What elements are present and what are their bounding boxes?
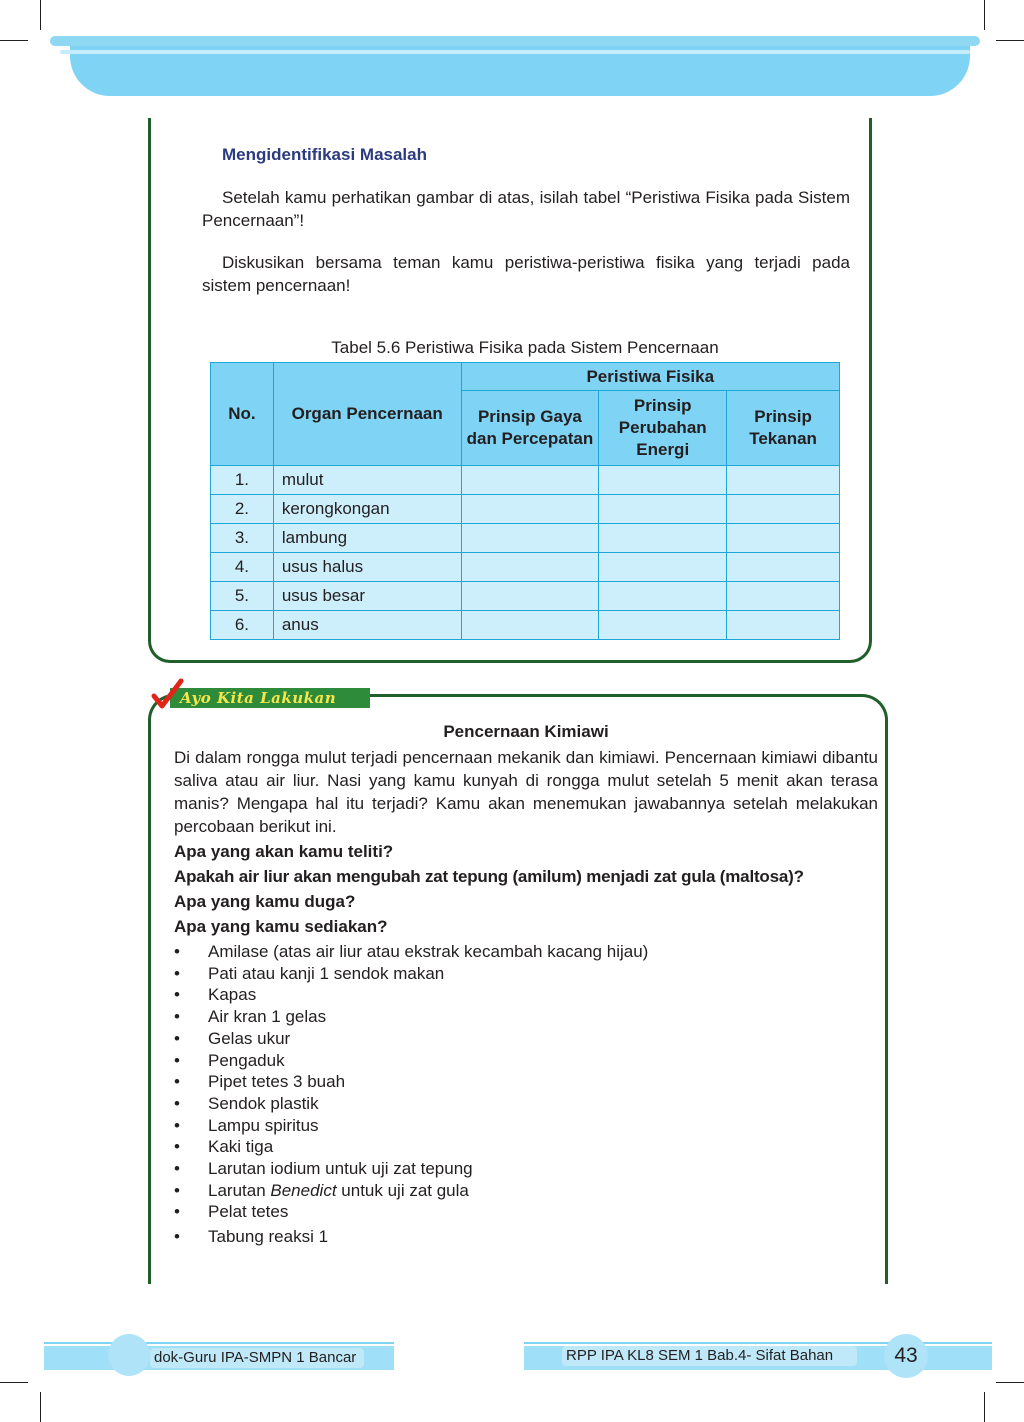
crop-mark	[996, 40, 1024, 41]
answer-cell[interactable]	[461, 466, 599, 495]
item-text: Kaki tiga	[208, 1137, 274, 1157]
crop-mark	[40, 1392, 41, 1422]
item-text-post: untuk uji zat gula	[336, 1180, 469, 1200]
list-item	[174, 1226, 648, 1248]
row-organ: kerongkongan	[273, 495, 461, 524]
activity-title: Pencernaan Kimiawi	[443, 722, 609, 741]
list-item	[174, 1006, 648, 1028]
answer-cell[interactable]	[599, 582, 727, 611]
table-row	[211, 582, 840, 611]
list-item	[174, 1028, 648, 1050]
item-text: Pati atau kanji 1 sendok makan	[208, 963, 445, 983]
crop-mark	[984, 1392, 985, 1422]
header-no: No.	[211, 363, 274, 466]
bullet: •	[174, 1202, 180, 1222]
table-row	[211, 611, 840, 640]
list-item	[174, 1158, 648, 1180]
instruction-text-1: Setelah kamu perhatikan gambar di atas, isilah tabel “Peristiwa Fisika pada Sistem Pencernaan”!	[202, 188, 850, 230]
bullet: •	[174, 1137, 180, 1157]
answer-cell[interactable]	[727, 524, 840, 553]
header-physics-events: Peristiwa Fisika	[461, 363, 839, 391]
footer-right-label: RPP IPA KL8 SEM 1 Bab.4- Sifat Bahan	[562, 1346, 857, 1366]
answer-cell[interactable]	[599, 553, 727, 582]
bullet: •	[174, 1180, 180, 1200]
item-text: Larutan iodium untuk uji zat tepung	[208, 1159, 473, 1179]
instruction-paragraph-2	[202, 251, 850, 297]
row-no: 2.	[211, 495, 274, 524]
item-text: Gelas ukur	[208, 1028, 291, 1048]
item-text: Air kran 1 gelas	[208, 1007, 327, 1027]
footer-line	[44, 1342, 394, 1344]
header-force-acceleration: Prinsip Gaya dan Percepatan	[461, 391, 599, 466]
list-item	[174, 1115, 648, 1137]
crop-mark	[0, 1382, 28, 1383]
answer-cell[interactable]	[727, 553, 840, 582]
physics-events-table	[210, 362, 840, 640]
list-item	[174, 1136, 648, 1158]
bullet: •	[174, 1050, 180, 1070]
row-organ: anus	[273, 611, 461, 640]
list-item	[174, 1180, 648, 1202]
bullet: •	[174, 1007, 180, 1027]
section-heading: Mengidentifikasi Masalah	[222, 145, 427, 164]
table-row	[211, 524, 840, 553]
list-item	[174, 963, 648, 985]
answer-cell[interactable]	[727, 466, 840, 495]
crop-mark	[0, 40, 28, 41]
row-no: 3.	[211, 524, 274, 553]
materials-list	[174, 941, 648, 1248]
bullet: •	[174, 942, 180, 961]
row-organ: usus besar	[273, 582, 461, 611]
activity-badge-label: Ayo Kita Lakukan	[180, 689, 337, 707]
bullet: •	[174, 963, 180, 983]
row-no: 6.	[211, 611, 274, 640]
item-text: Amilase (atas air liur atau ekstrak kecambah kacang hijau)	[208, 942, 649, 961]
bullet: •	[174, 1159, 180, 1179]
answer-cell[interactable]	[461, 553, 599, 582]
table-row	[211, 466, 840, 495]
answer-cell[interactable]	[599, 524, 727, 553]
activity-intro: Di dalam rongga mulut terjadi pencernaan mekanik dan kimiawi. Pencernaan kimiawi dibantu saliva atau air liur. Nasi yang kamu kunyah di rongga mulut setelah 5 menit akan terasa manis? Mengapa hal itu terjadi? Kamu akan menemukan jawabannya setelah melakukan percobaan berikut ini.	[174, 748, 878, 836]
row-no: 5.	[211, 582, 274, 611]
question-materials: Apa yang kamu sediakan?	[174, 917, 388, 936]
table-row	[211, 553, 840, 582]
row-organ: lambung	[273, 524, 461, 553]
header-pressure: Prinsip Tekanan	[727, 391, 840, 466]
list-item	[174, 1093, 648, 1115]
item-text: Lampu spiritus	[208, 1115, 319, 1135]
bullet: •	[174, 1227, 180, 1247]
item-text: Sendok plastik	[208, 1093, 319, 1113]
item-text-italic: Benedict	[270, 1180, 337, 1200]
table-caption: Tabel 5.6 Peristiwa Fisika pada Sistem Pencernaan	[331, 338, 719, 357]
item-text: Kapas	[208, 985, 257, 1005]
answer-cell[interactable]	[727, 611, 840, 640]
bullet: •	[174, 1115, 180, 1135]
bullet: •	[174, 1093, 180, 1113]
item-text-pre: Larutan	[208, 1180, 271, 1200]
answer-cell[interactable]	[461, 524, 599, 553]
item-text: Pelat tetes	[208, 1202, 289, 1222]
activity-badge	[170, 688, 370, 708]
table-row	[211, 495, 840, 524]
crop-mark	[40, 0, 41, 30]
question-research-answer: Apakah air liur akan mengubah zat tepung (amilum) menjadi zat gula (maltosa)?	[174, 867, 804, 886]
header-energy-change: Prinsip Perubahan Energi	[599, 391, 727, 466]
list-item	[174, 941, 648, 963]
answer-cell[interactable]	[461, 611, 599, 640]
footer-circle-left	[108, 1334, 150, 1376]
answer-cell[interactable]	[727, 495, 840, 524]
row-organ: usus halus	[273, 553, 461, 582]
checkmark-icon	[150, 678, 184, 712]
instruction-paragraph-1	[202, 186, 850, 232]
answer-cell[interactable]	[727, 582, 840, 611]
bullet: •	[174, 1072, 180, 1092]
item-text: Tabung reaksi 1	[208, 1227, 329, 1247]
row-organ: mulut	[273, 466, 461, 495]
list-item	[174, 1201, 648, 1223]
list-item	[174, 1050, 648, 1072]
answer-cell[interactable]	[461, 495, 599, 524]
header-band-top	[50, 36, 980, 46]
bullet: •	[174, 1028, 180, 1048]
item-text: Pipet tetes 3 buah	[208, 1072, 346, 1092]
answer-cell[interactable]	[461, 582, 599, 611]
header-organ: Organ Pencernaan	[273, 363, 461, 466]
crop-mark	[984, 0, 985, 30]
bullet: •	[174, 985, 180, 1005]
answer-cell[interactable]	[599, 495, 727, 524]
footer-left-label: dok-Guru IPA-SMPN 1 Bancar	[150, 1348, 364, 1368]
row-no: 4.	[211, 553, 274, 582]
answer-cell[interactable]	[599, 611, 727, 640]
question-hypothesis: Apa yang kamu duga?	[174, 892, 356, 911]
page-number: 43	[894, 1344, 918, 1367]
answer-cell[interactable]	[599, 466, 727, 495]
instruction-text-2: Diskusikan bersama teman kamu peristiwa-peristiwa fisika yang terjadi pada sistem pencernaan!	[202, 253, 850, 295]
list-item	[174, 1071, 648, 1093]
question-research: Apa yang akan kamu teliti?	[174, 842, 394, 861]
header-band-stripe	[60, 50, 970, 54]
item-text: Pengaduk	[208, 1050, 285, 1070]
list-item	[174, 984, 648, 1006]
crop-mark	[996, 1382, 1024, 1383]
row-no: 1.	[211, 466, 274, 495]
